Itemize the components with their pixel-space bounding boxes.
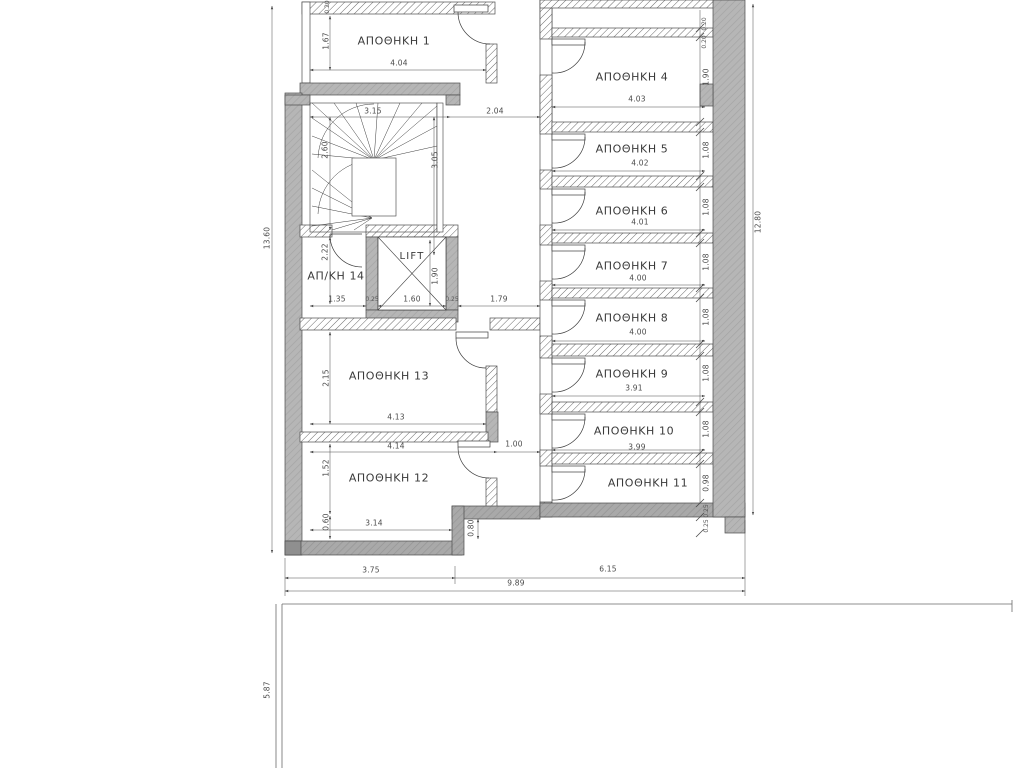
wall	[285, 541, 462, 555]
door-leaf	[552, 189, 585, 195]
wall	[540, 0, 715, 8]
dim-lift-width: 1.60	[403, 294, 421, 304]
wall	[725, 517, 745, 533]
wall	[486, 478, 497, 508]
door-arc	[552, 42, 585, 73]
wall	[302, 2, 310, 83]
wall	[486, 44, 497, 83]
dim-stairs-flight: 3.05	[430, 151, 440, 169]
room-label-apothiki-9: ΑΠΟΘΗΚΗ 9	[595, 367, 669, 381]
wall	[552, 453, 713, 464]
dim-corridor-top: 2.04	[486, 106, 504, 116]
room-label-apothiki-11: ΑΠΟΘΗΚΗ 11	[607, 476, 689, 490]
door-leaf	[552, 134, 585, 140]
door-arc	[552, 417, 585, 448]
room-label-apothiki-13: ΑΠΟΘΗΚΗ 13	[348, 369, 430, 383]
dim-notch-b: 0.25	[703, 519, 710, 533]
door-leaf	[552, 39, 585, 45]
dim-r12-width-top: 4.14	[387, 441, 405, 451]
room-label-apothiki-6: ΑΠΟΘΗΚΗ 6	[595, 204, 669, 218]
outer-wall-left	[285, 93, 302, 555]
door-arc	[552, 361, 585, 392]
dim-r8-height: 1.08	[701, 308, 711, 326]
dim-r14-width: 1.35	[328, 294, 346, 304]
door-leaf	[458, 441, 490, 447]
dim-lift-wall-left: 0.25	[365, 296, 379, 303]
wall	[446, 95, 460, 105]
wall	[490, 318, 540, 330]
door-arc	[552, 248, 585, 279]
door-leaf	[552, 245, 585, 251]
wall-corner	[285, 541, 301, 555]
door-arc	[456, 338, 486, 368]
dim-r12-bottom: 0.60	[321, 513, 331, 531]
dim-overall-right: 12.80	[753, 210, 763, 234]
stair-newel	[352, 158, 396, 216]
wall	[552, 122, 713, 132]
dim-r7-width: 4.00	[629, 273, 647, 283]
wall	[300, 225, 332, 237]
dim-r12-width: 3.14	[365, 518, 383, 528]
dim-stairs-width: 3.15	[364, 106, 382, 116]
wall	[300, 318, 456, 330]
dim-r10-height: 1.08	[701, 420, 711, 438]
room-label-apothiki-7: ΑΠΟΘΗΚΗ 7	[595, 259, 669, 273]
dim-lift-wall-right: 0.25	[445, 296, 459, 303]
door-leaf	[456, 332, 488, 338]
door-leaf	[552, 300, 585, 306]
wall	[552, 344, 713, 356]
room-label-apothiki-12: ΑΠΟΘΗΚΗ 12	[348, 471, 430, 485]
room-label-apothiki-4: ΑΠΟΘΗΚΗ 4	[595, 70, 669, 84]
wall	[366, 225, 458, 237]
dim-r1-wall: 0.20	[324, 0, 331, 14]
dim-stairs-height: 2.60	[320, 141, 330, 159]
dim-r14-height: 2.22	[320, 243, 330, 261]
wall	[300, 83, 460, 95]
dim-r7-height: 1.08	[701, 253, 711, 271]
plot-boundary	[276, 600, 1012, 768]
dim-wall-top-b: 0.20	[701, 35, 708, 49]
door-leaf	[552, 358, 585, 364]
door-leaf	[552, 414, 585, 420]
door-arc	[552, 137, 585, 168]
wall	[700, 84, 713, 106]
dim-r8-width: 4.00	[629, 327, 647, 337]
dim-corridor-mid: 1.79	[490, 294, 508, 304]
dim-corridor-gap: 1.00	[505, 439, 523, 449]
dim-r10-width: 3.99	[628, 442, 646, 452]
dim-r6-width: 4.01	[631, 217, 649, 227]
dim-bottom-left: 3.75	[362, 565, 380, 575]
room-label-lift: LIFT	[399, 251, 425, 262]
wall	[552, 176, 713, 187]
door-leaf	[552, 466, 585, 472]
dim-wall-top-a: 0.20	[701, 17, 708, 31]
dim-r9-height: 1.08	[701, 364, 711, 382]
room-label-apothiki-5: ΑΠΟΘΗΚΗ 5	[595, 142, 669, 156]
dim-r1-height: 1.67	[321, 32, 331, 50]
dim-notch-a: 0.25	[703, 504, 710, 518]
door-arc	[458, 12, 490, 44]
wall	[552, 402, 713, 412]
dim-r5-height: 1.08	[701, 141, 711, 159]
door-arc	[552, 469, 585, 500]
dim-r13-height: 2.15	[321, 369, 331, 387]
room-label-apothiki-8: ΑΠΟΘΗΚΗ 8	[595, 311, 669, 325]
dim-bottom-right: 6.15	[599, 564, 617, 574]
door-arc	[552, 303, 585, 334]
wall	[552, 233, 713, 243]
room-label-apki-14: ΑΠ/ΚΗ 14	[307, 269, 365, 283]
door-arc	[552, 192, 585, 223]
wall	[552, 288, 713, 298]
room-label-apothiki-1: ΑΠΟΘΗΚΗ 1	[357, 34, 431, 48]
wall	[552, 28, 713, 37]
wall	[452, 506, 540, 519]
wall	[285, 95, 310, 105]
door-arc	[458, 447, 489, 478]
wall	[486, 366, 497, 412]
dim-plot-left: 5.87	[262, 681, 272, 699]
door-leaf	[454, 5, 488, 12]
dim-r1-width: 4.04	[390, 58, 408, 68]
dim-lift-height: 1.90	[430, 267, 440, 285]
dim-r5-width: 4.02	[631, 158, 649, 168]
door-arc	[330, 234, 362, 267]
wall	[452, 506, 464, 555]
dim-r4-height: 1.90	[701, 68, 711, 86]
dim-r11-height: 0.98	[701, 474, 711, 492]
dim-r12-height: 1.52	[321, 459, 331, 477]
dim-r4-width: 4.03	[628, 94, 646, 104]
dim-r6-height: 1.08	[701, 198, 711, 216]
dim-bottom-total: 9.89	[507, 578, 525, 588]
dim-overall-left: 13.60	[262, 226, 272, 250]
room-label-apothiki-10: ΑΠΟΘΗΚΗ 10	[593, 424, 675, 438]
dim-r9-width: 3.91	[625, 383, 643, 393]
dim-r13-width: 4.13	[387, 412, 405, 422]
dim-r12-step: 0.80	[466, 519, 476, 537]
outer-wall-right	[713, 0, 745, 517]
